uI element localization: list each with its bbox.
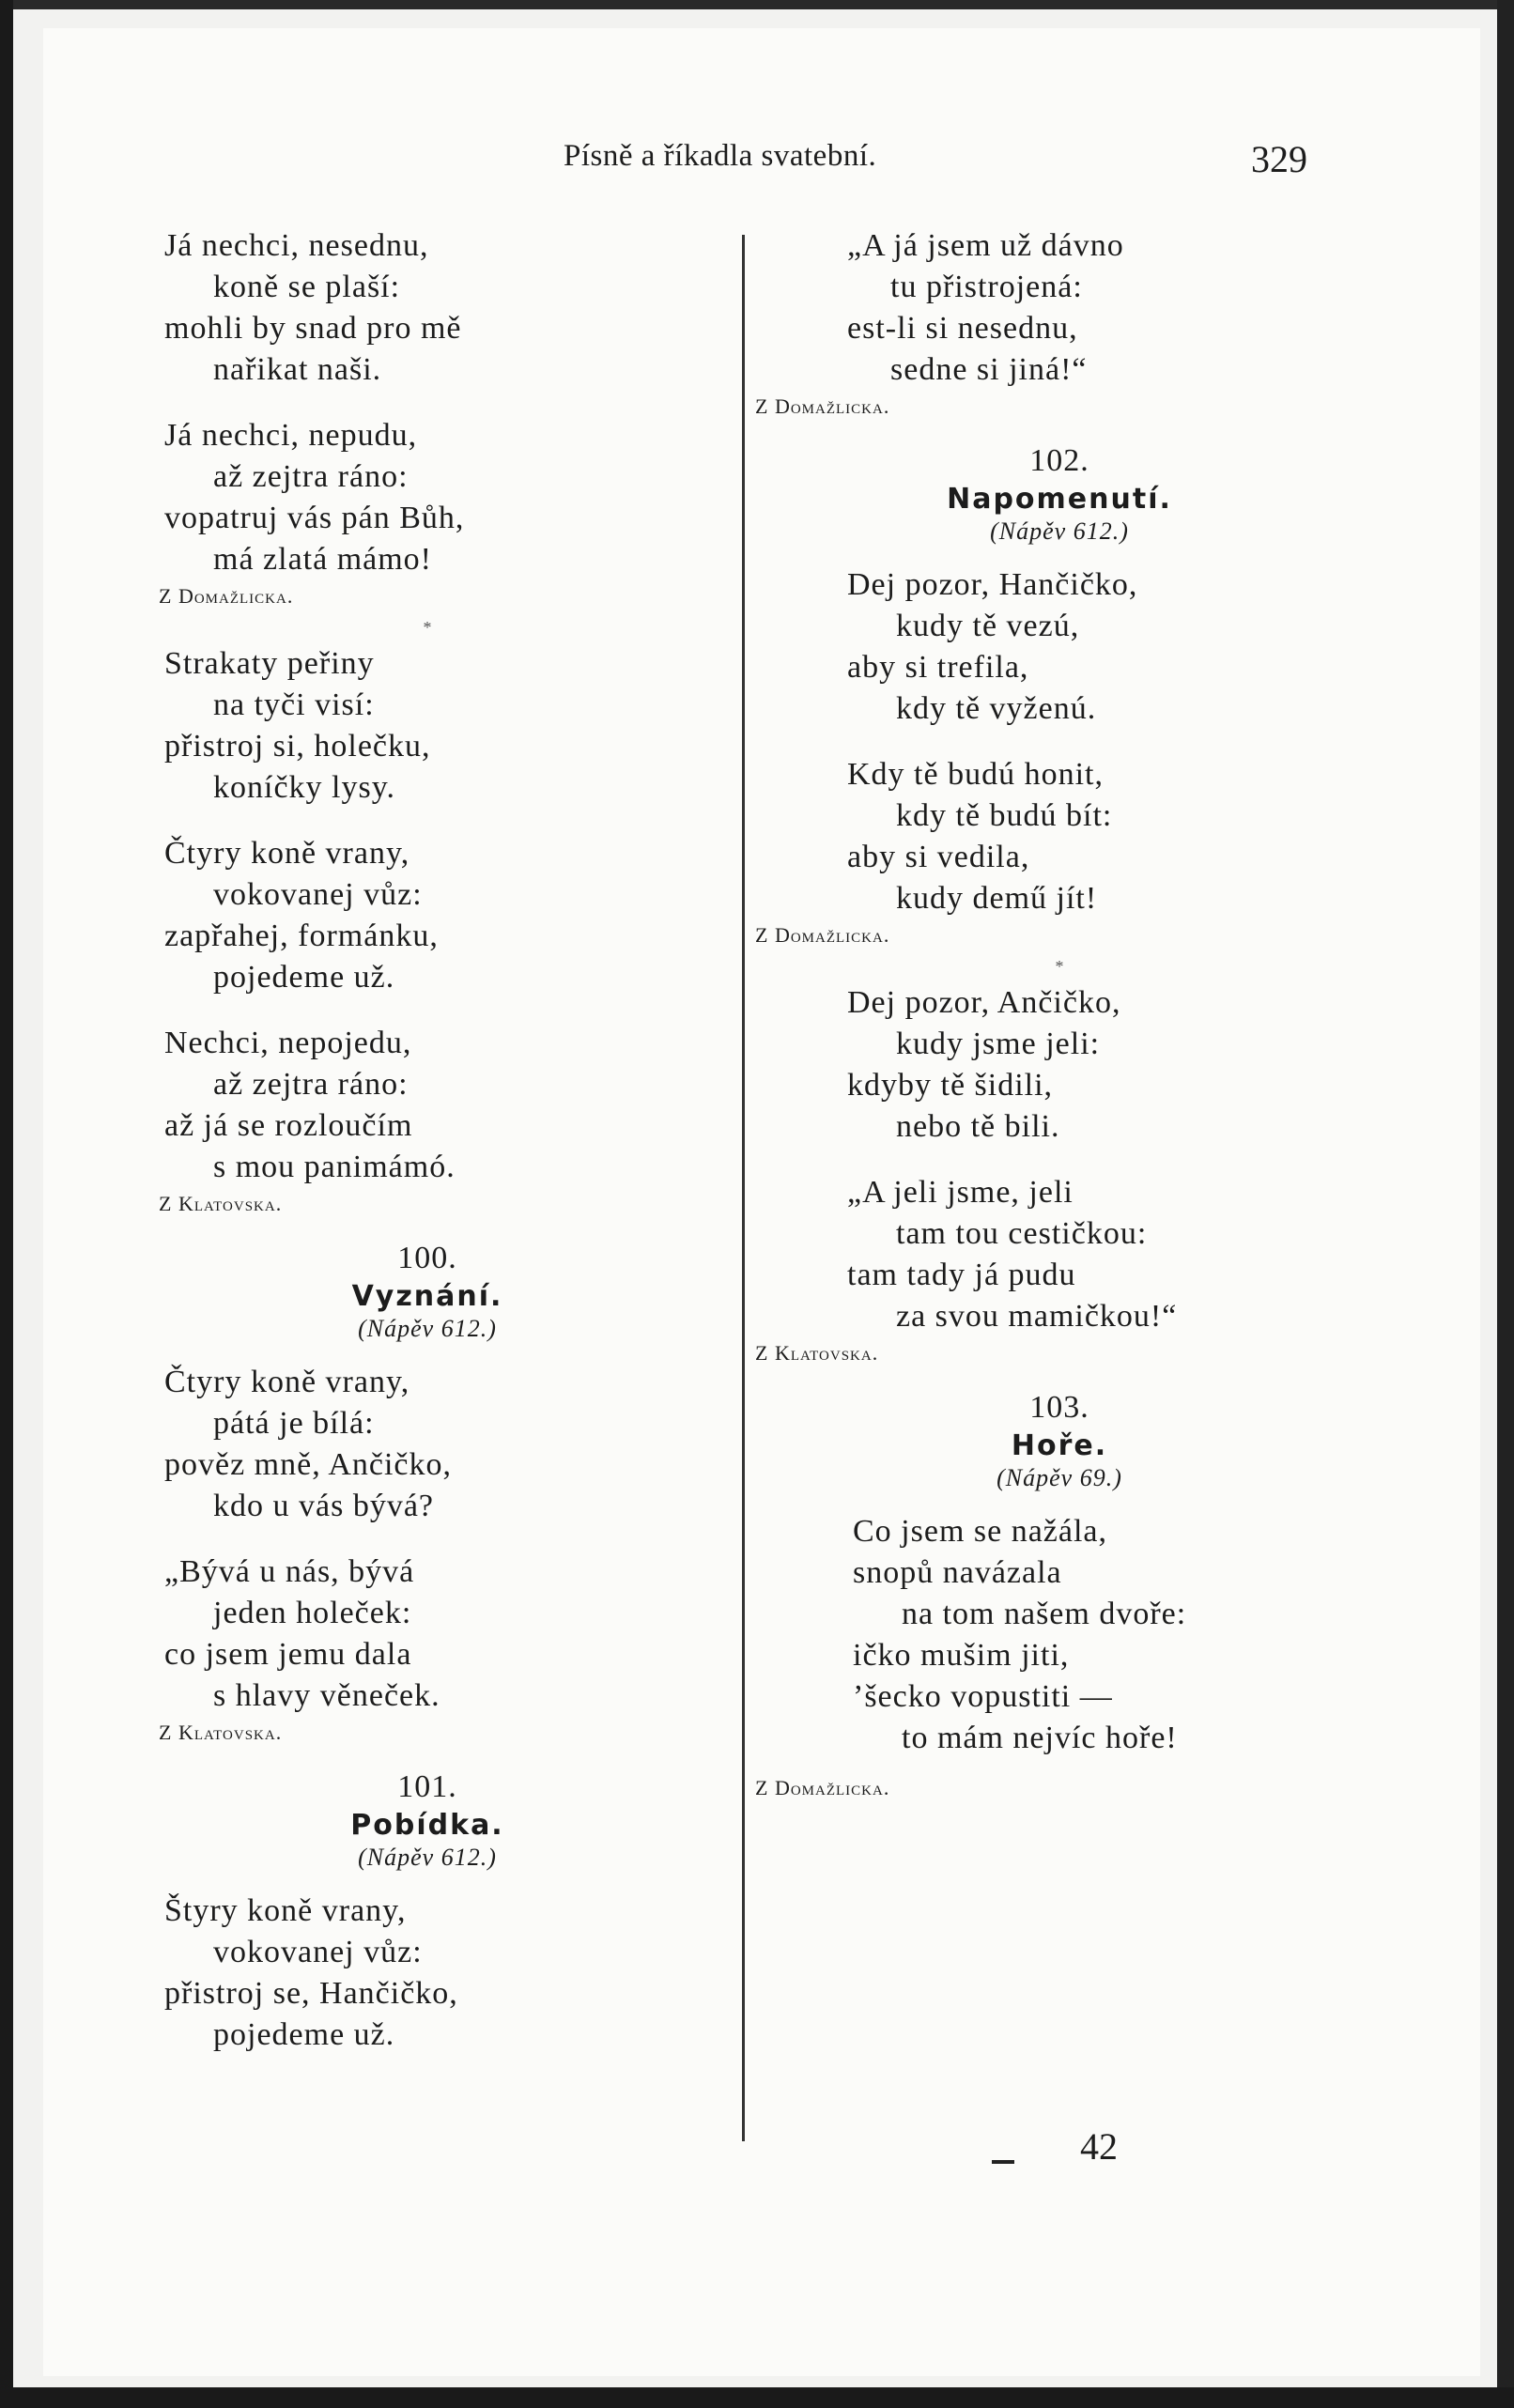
verse-line: kudy tě vezú,	[896, 609, 1080, 643]
verse-line: pátá je bílá:	[213, 1406, 375, 1441]
verse-line: kdyby tě šidili,	[847, 1068, 1054, 1103]
stanza	[759, 225, 1360, 391]
verse-line: kdy tě budú bít:	[896, 798, 1113, 833]
verse-line: na tom našem dvoře:	[902, 1597, 1187, 1631]
verse-line: kudy jsme jeli:	[896, 1026, 1101, 1061]
running-title: Písně a říkadla svatební.	[564, 139, 877, 173]
verse-line: est-li si nesednu,	[847, 311, 1078, 346]
left-column	[159, 225, 690, 2080]
stanza	[164, 225, 690, 391]
tune-reference: (Nápěv 612.)	[358, 1315, 497, 1342]
verse-line: snopů navázala	[853, 1555, 1062, 1590]
verse-line: tu přistrojená:	[890, 270, 1083, 304]
scan-border-top	[0, 0, 1514, 9]
stanza	[164, 1551, 690, 1717]
stanza	[759, 1511, 1360, 1759]
verse-line: kudy demű jít!	[896, 881, 1098, 916]
verse-line: aby si trefila,	[847, 650, 1029, 685]
footer-dash	[992, 2160, 1014, 2164]
verse-line: aby si vedila,	[847, 840, 1030, 874]
source-note: Z Domažlicka.	[755, 1776, 890, 1799]
verse-line: Dej pozor, Ančičko,	[847, 985, 1121, 1020]
verse-line: ičko mušim jiti,	[853, 1638, 1070, 1673]
stanza	[759, 1172, 1360, 1337]
verse-line: má zlatá mámo!	[213, 542, 433, 577]
source-note: Z Domažlicka.	[755, 923, 890, 947]
verse-line: až zejtra ráno:	[213, 1067, 409, 1102]
stanza	[759, 982, 1360, 1148]
verse-line: vopatruj vás pán Bůh,	[164, 501, 465, 535]
song-number: 102.	[1029, 443, 1089, 478]
verse-line: „A jeli jsme, jeli	[847, 1175, 1074, 1210]
verse-line: Nechci, nepojedu,	[164, 1026, 412, 1060]
song-number: 101.	[397, 1769, 457, 1804]
verse-line: Čtyry koně vrany,	[164, 836, 410, 871]
song-title: Pobídka.	[350, 1809, 504, 1842]
source-note: Z Klatovska.	[159, 1721, 283, 1744]
stanza	[164, 1891, 690, 2056]
tune-reference: (Nápěv 69.)	[996, 1464, 1122, 1491]
song-title: Napomenutí.	[947, 483, 1172, 516]
verse-line: za svou mamičkou!“	[896, 1299, 1178, 1334]
verse-line: nebo tě bili.	[896, 1109, 1060, 1144]
verse-line: koně se plaší:	[213, 270, 401, 304]
tune-reference: (Nápěv 612.)	[358, 1844, 497, 1871]
song-number: 103.	[1029, 1390, 1089, 1425]
song-title: Vyznání.	[351, 1280, 503, 1313]
verse-line: vokovanej vůz:	[213, 1935, 423, 1969]
stanza	[759, 754, 1360, 919]
verse-line: Čtyry koně vrany,	[164, 1365, 410, 1399]
verse-line: s hlavy věneček.	[213, 1678, 440, 1713]
source-note: Z Klatovska.	[159, 1192, 283, 1215]
source-note: Z Domažlicka.	[755, 394, 890, 418]
verse-line: pojedeme už.	[213, 960, 395, 995]
verse-line: až zejtra ráno:	[213, 459, 409, 494]
page-number: 329	[1251, 138, 1307, 180]
verse-line: tam tou cestičkou:	[896, 1216, 1148, 1251]
verse-line: sedne si jiná!“	[890, 352, 1088, 387]
verse-line: na tyči visí:	[213, 687, 375, 722]
stanza	[164, 415, 690, 580]
verse-line: to mám nejvíc hoře!	[902, 1721, 1178, 1755]
verse-line: kdo u vás bývá?	[213, 1489, 435, 1523]
column-divider	[742, 235, 745, 2141]
stanza	[164, 1362, 690, 1527]
verse-line: až já se rozloučím	[164, 1108, 413, 1143]
verse-line: koníčky lysy.	[213, 770, 396, 805]
verse-line: vokovanej vůz:	[213, 877, 423, 912]
source-note: Z Klatovska.	[755, 1341, 879, 1365]
tune-reference: (Nápěv 612.)	[990, 517, 1129, 545]
scan-border-right	[1497, 0, 1514, 2408]
stanza	[164, 833, 690, 998]
signature-mark: 42	[1080, 2125, 1118, 2168]
verse-line: s mou panimámó.	[213, 1150, 456, 1184]
stanza	[164, 643, 690, 809]
stanza	[164, 1023, 690, 1188]
verse-line: přistroj se, Hančičko,	[164, 1976, 458, 2011]
right-column	[755, 225, 1360, 1814]
verse-line: tam tady já pudu	[847, 1258, 1076, 1292]
verse-line: nařikat naši.	[213, 352, 382, 387]
verse-line: „Bývá u nás, bývá	[164, 1554, 415, 1589]
verse-line: jeden holeček:	[213, 1596, 412, 1630]
verse-line: co jsem jemu dala	[164, 1637, 412, 1672]
verse-line: pověz mně, Ančičko,	[164, 1447, 453, 1482]
verse-line: Kdy tě budú honit,	[847, 757, 1104, 792]
scan-border-bottom	[0, 2387, 1514, 2408]
song-number: 100.	[397, 1241, 457, 1275]
stanza	[759, 564, 1360, 730]
scan-border-left	[0, 0, 13, 2408]
verse-line: kdy tě vyženú.	[896, 691, 1097, 726]
verse-line: „A já jsem už dávno	[847, 228, 1124, 263]
verse-line: Já nechci, nesednu,	[164, 228, 429, 263]
verse-line: Strakaty peřiny	[164, 646, 375, 681]
asterisk-ornament-icon: *	[423, 618, 432, 637]
verse-line: Co jsem se nažála,	[853, 1514, 1108, 1549]
verse-line: mohli by snad pro mě	[164, 311, 462, 346]
verse-line: zapřahej, formánku,	[164, 918, 439, 953]
asterisk-ornament-icon: *	[1055, 957, 1064, 976]
song-title: Hoře.	[1011, 1429, 1108, 1462]
verse-line: Dej pozor, Hančičko,	[847, 567, 1138, 602]
verse-line: přistroj si, holečku,	[164, 729, 431, 764]
verse-line: Já nechci, nepudu,	[164, 418, 418, 453]
verse-line: Štyry koně vrany,	[164, 1893, 407, 1928]
verse-line: ’šecko vopustiti —	[853, 1679, 1113, 1714]
verse-line: pojedeme už.	[213, 2017, 395, 2052]
source-note: Z Domažlicka.	[159, 584, 294, 608]
